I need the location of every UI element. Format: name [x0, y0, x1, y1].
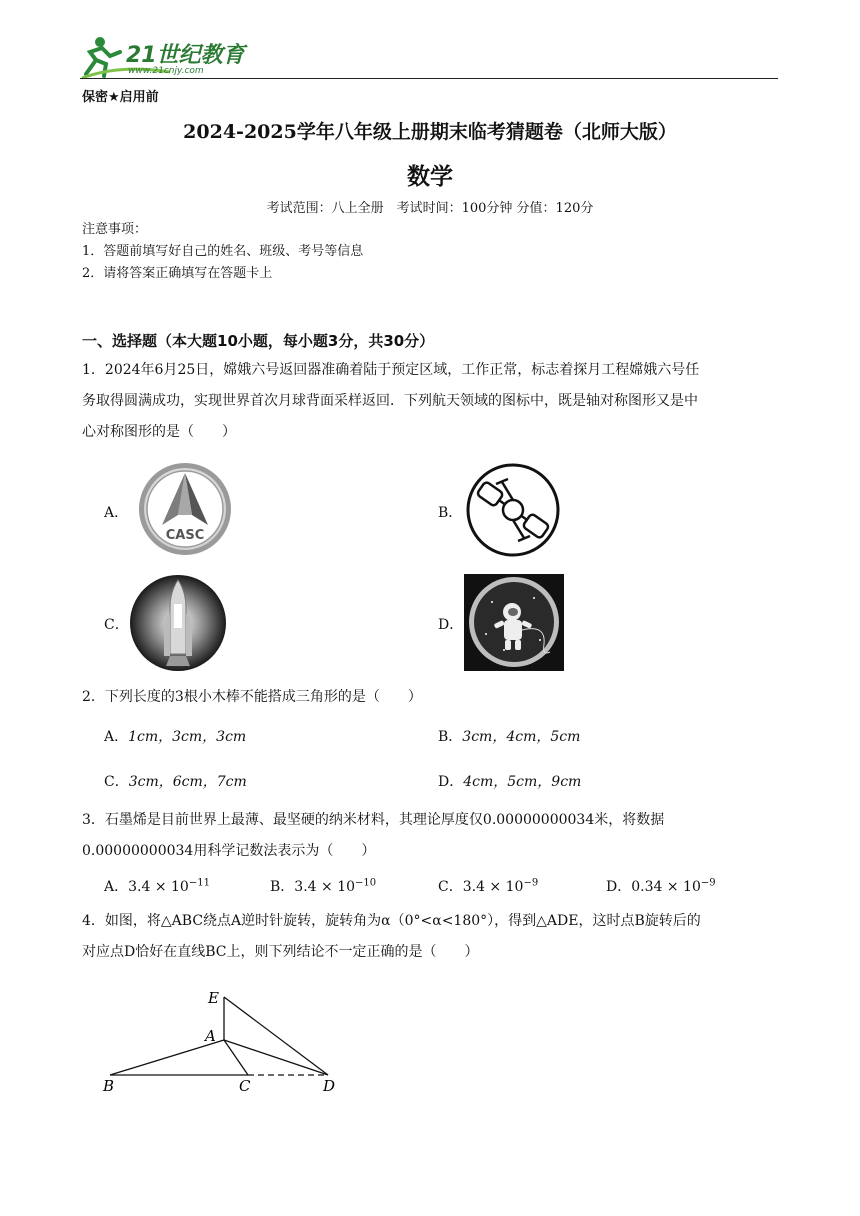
logo	[80, 34, 255, 80]
q1-option-d-label: D．	[438, 617, 464, 633]
exam-title: 2024-2025学年八年级上册期末临考猜题卷（北师大版）	[183, 121, 677, 143]
notes-item: 2．请将答案正确填写在答题卡上	[82, 266, 273, 281]
notes-heading: 注意事项：	[82, 222, 148, 237]
header-divider	[80, 78, 778, 79]
subject-title: 数学	[407, 164, 453, 190]
astronaut-icon	[464, 574, 564, 671]
exam-info: 考试范围：八上全册 考试时间：100分钟 分值：120分	[266, 201, 594, 216]
q1-line: 1．2024年6月25日，嫦娥六号返回器准确着陆于预定区域，工作正常，标志着探月工程嫦娥六号任	[82, 362, 700, 378]
confidential-label: 保密★启用前	[82, 90, 159, 105]
point-label-e: E	[208, 989, 219, 1007]
q1-option-b-label: B．	[438, 505, 463, 521]
q3-option-a: A．$3.4 \times 10^{-11}$	[104, 877, 210, 895]
q3-option-c: C．$3.4 \times 10^{-9}$	[438, 877, 539, 895]
q1-line: 务取得圆满成功，实现世界首次月球背面采样返回．下列航天领域的图标中，既是轴对称图形又是中	[82, 393, 698, 409]
rocket-icon	[128, 574, 228, 672]
q4-line: 4．如图，将△ABC绕点A逆时针旋转，旋转角为α（0°<α<180°），得到△ADE，这时点B旋转后的	[82, 913, 701, 929]
notes-item: 1．答题前填写好自己的姓名、班级、考号等信息	[82, 244, 364, 259]
question-4	[82, 906, 782, 968]
satellite-icon	[464, 462, 562, 558]
q1-option-a-label: A．	[104, 505, 129, 521]
q1-line: 心对称图形的是（ ）	[82, 424, 236, 440]
point-label-c: C	[239, 1077, 251, 1095]
triangle-rotation-figure	[98, 985, 358, 1100]
q2-stem: 2．下列长度的3根小木棒不能搭成三角形的是（ ）	[82, 689, 422, 705]
q2-option-b: B．3cm，4cm，5cm	[438, 729, 581, 745]
q1-option-c-label: C．	[104, 617, 129, 633]
point-label-d: D	[323, 1077, 336, 1095]
logo-text: 21世纪教育	[126, 43, 245, 68]
question-3	[82, 805, 782, 867]
question-1	[82, 355, 782, 448]
q2-option-d: D．4cm，5cm，9cm	[438, 774, 582, 790]
q2-option-a: A．1cm，3cm，3cm	[104, 729, 247, 745]
point-label-a: A	[205, 1027, 216, 1045]
q3-option-d: D．$0.34 \times 10^{-9}$	[606, 877, 716, 895]
point-label-b: B	[103, 1077, 115, 1095]
q4-line: 对应点D恰好在直线BC上，则下列结论不一定正确的是（ ）	[82, 944, 479, 960]
logo-url: www.21cnjy.com	[128, 66, 204, 76]
q3-option-b: B．$3.4 \times 10^{-10}$	[270, 877, 377, 895]
q3-line: 0.00000000034用科学记数法表示为（ ）	[82, 843, 376, 859]
casc-text: CASC	[165, 528, 205, 543]
section-heading: 一、选择题（本大题10小题，每小题3分，共30分）	[82, 332, 435, 350]
q2-option-c: C．3cm，6cm，7cm	[104, 774, 247, 790]
q3-line: 3．石墨烯是目前世界上最薄、最坚硬的纳米材料，其理论厚度仅0.00000000034米，将数据	[82, 812, 665, 828]
notes	[82, 219, 363, 285]
casc-logo-icon	[136, 461, 234, 557]
